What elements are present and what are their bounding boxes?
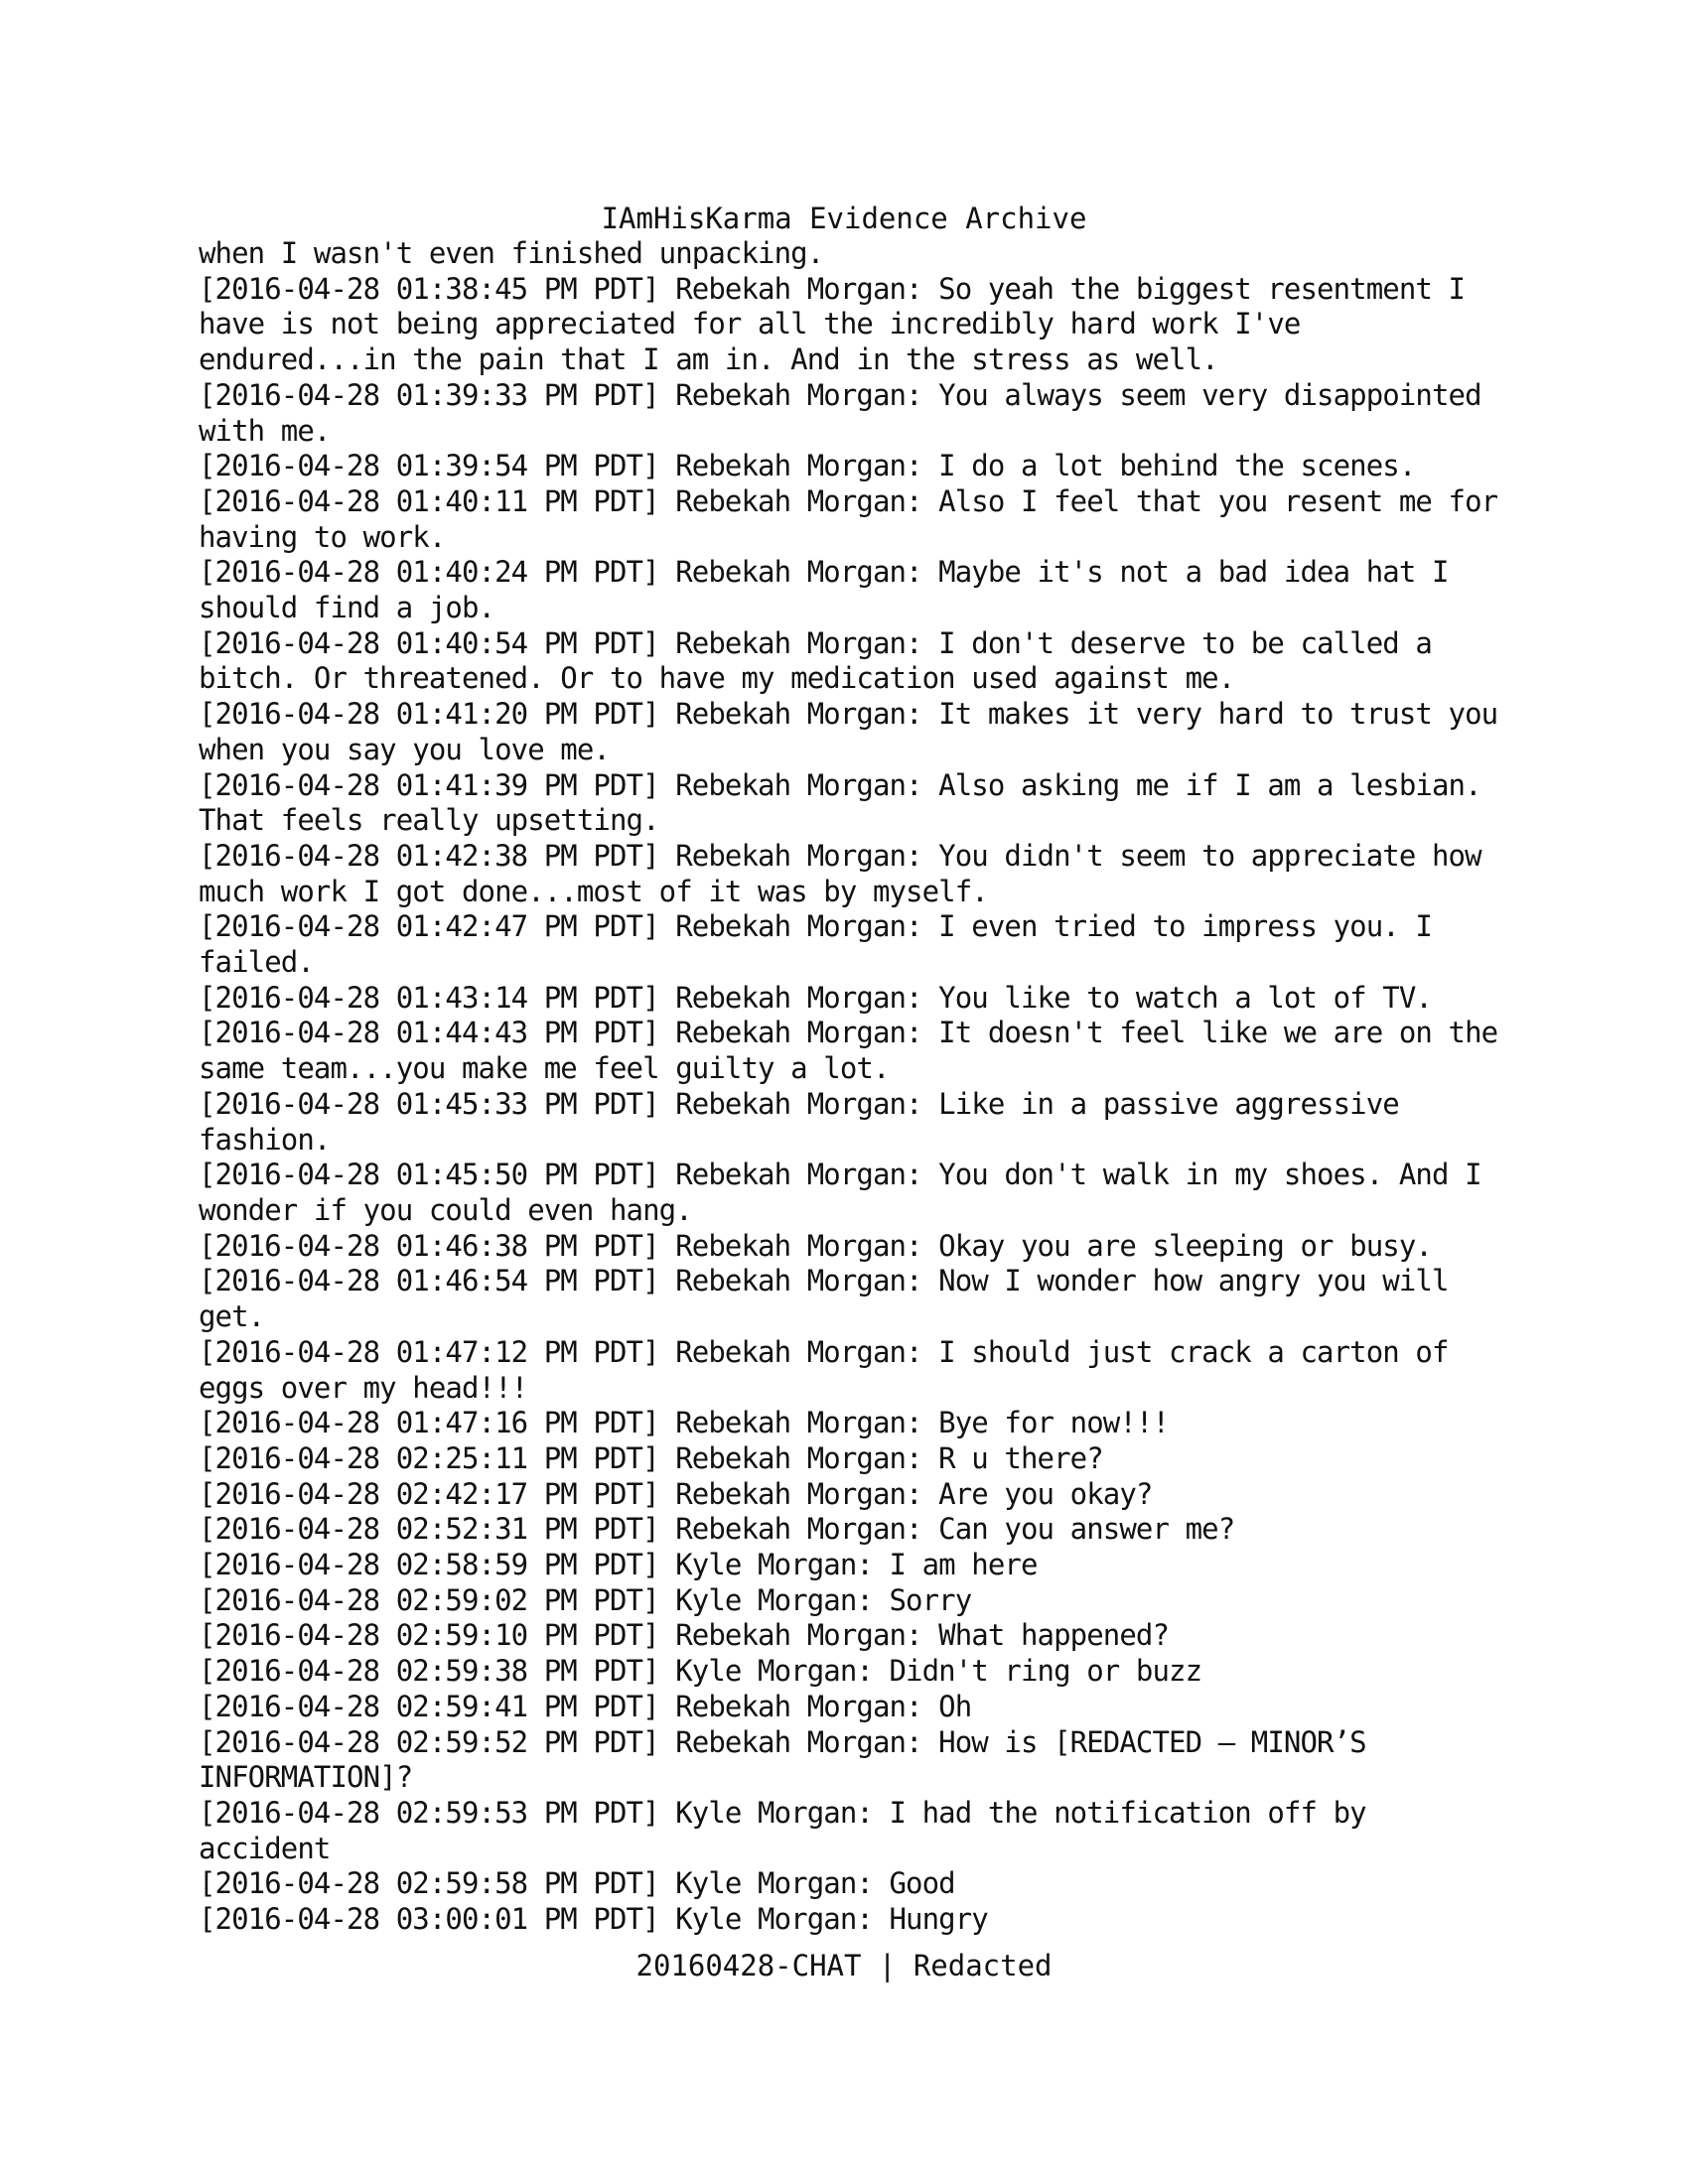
- chat-line: [2016-04-28 01:47:16 PM PDT] Rebekah Morgan: Bye for now!!!: [199, 1406, 1170, 1440]
- chat-line: [2016-04-28 02:58:59 PM PDT] Kyle Morgan: I am here: [199, 1548, 1038, 1582]
- chat-transcript: [199, 236, 1514, 1938]
- chat-line: [2016-04-28 02:59:52 PM PDT] Rebekah Morgan: How is [REDACTED – MINOR’S INFORMATION]?: [199, 1724, 1383, 1795]
- chat-line: when I wasn't even finished unpacking.: [199, 236, 824, 270]
- chat-line: [2016-04-28 02:42:17 PM PDT] Rebekah Morgan: Are you okay?: [199, 1476, 1153, 1511]
- chat-line: [2016-04-28 01:40:11 PM PDT] Rebekah Morgan: Also I feel that you resent me for having to work.: [199, 483, 1514, 554]
- chat-line: [2016-04-28 01:41:39 PM PDT] Rebekah Morgan: Also asking me if I am a lesbian. That feels really upsetting.: [199, 767, 1498, 838]
- chat-line: [2016-04-28 02:59:58 PM PDT] Kyle Morgan: Good: [199, 1866, 955, 1901]
- chat-line: [2016-04-28 01:45:50 PM PDT] Rebekah Morgan: You don't walk in my shoes. And I wonder if you could even hang.: [199, 1158, 1498, 1227]
- page-header: IAmHisKarma Evidence Archive: [601, 202, 1087, 235]
- chat-line: [2016-04-28 01:43:14 PM PDT] Rebekah Morgan: You like to watch a lot of TV.: [199, 980, 1432, 1015]
- chat-line: [2016-04-28 01:47:12 PM PDT] Rebekah Morgan: I should just crack a carton of eggs over my head!!!: [199, 1334, 1466, 1405]
- chat-line: [2016-04-28 02:59:38 PM PDT] Kyle Morgan: Didn't ring or buzz: [199, 1654, 1202, 1689]
- chat-line: [2016-04-28 03:00:01 PM PDT] Kyle Morgan: Hungry: [199, 1902, 988, 1937]
- chat-line: [2016-04-28 01:42:38 PM PDT] Rebekah Morgan: You didn't seem to appreciate how much work I got done...most of it was by myself.: [199, 838, 1498, 908]
- chat-line: [2016-04-28 01:40:24 PM PDT] Rebekah Morgan: Maybe it's not a bad idea hat I should find a job.: [199, 555, 1466, 625]
- chat-line: [2016-04-28 01:39:33 PM PDT] Rebekah Morgan: You always seem very disappointed with me.: [199, 377, 1498, 448]
- page-footer: 20160428-CHAT | Redacted: [635, 1949, 1053, 1982]
- chat-line: [2016-04-28 02:59:53 PM PDT] Kyle Morgan: I had the notification off by accident: [199, 1795, 1383, 1865]
- chat-line: [2016-04-28 02:59:02 PM PDT] Kyle Morgan: Sorry: [199, 1582, 972, 1617]
- chat-line: [2016-04-28 02:59:41 PM PDT] Rebekah Morgan: Oh: [199, 1689, 972, 1723]
- chat-line: [2016-04-28 01:38:45 PM PDT] Rebekah Morgan: So yeah the biggest resentment I have is not being appreciated for all the incredibly hard work I've endured...in the pain that I am in. And in the stress as well.: [199, 271, 1481, 377]
- chat-line: [2016-04-28 01:44:43 PM PDT] Rebekah Morgan: It doesn't feel like we are on the same team...you make me feel guilty a lot.: [199, 1016, 1514, 1086]
- chat-line: [2016-04-28 01:40:54 PM PDT] Rebekah Morgan: I don't deserve to be called a bitch. Or threatened. Or to have my medication used against me.: [199, 625, 1449, 696]
- chat-line: [2016-04-28 01:45:33 PM PDT] Rebekah Morgan: Like in a passive aggressive fashion.: [199, 1086, 1416, 1157]
- chat-line: [2016-04-28 01:46:38 PM PDT] Rebekah Morgan: Okay you are sleeping or busy.: [199, 1228, 1432, 1263]
- chat-line: [2016-04-28 01:42:47 PM PDT] Rebekah Morgan: I even tried to impress you. I failed.: [199, 909, 1449, 980]
- chat-line: [2016-04-28 02:59:10 PM PDT] Rebekah Morgan: What happened?: [199, 1618, 1170, 1653]
- chat-line: [2016-04-28 01:41:20 PM PDT] Rebekah Morgan: It makes it very hard to trust you when you say you love me.: [199, 697, 1514, 766]
- chat-line: [2016-04-28 02:25:11 PM PDT] Rebekah Morgan: R u there?: [199, 1440, 1103, 1475]
- chat-line: [2016-04-28 01:46:54 PM PDT] Rebekah Morgan: Now I wonder how angry you will get.: [199, 1264, 1466, 1334]
- chat-line: [2016-04-28 02:52:31 PM PDT] Rebekah Morgan: Can you answer me?: [199, 1512, 1235, 1547]
- chat-line: [2016-04-28 01:39:54 PM PDT] Rebekah Morgan: I do a lot behind the scenes.: [199, 449, 1416, 483]
